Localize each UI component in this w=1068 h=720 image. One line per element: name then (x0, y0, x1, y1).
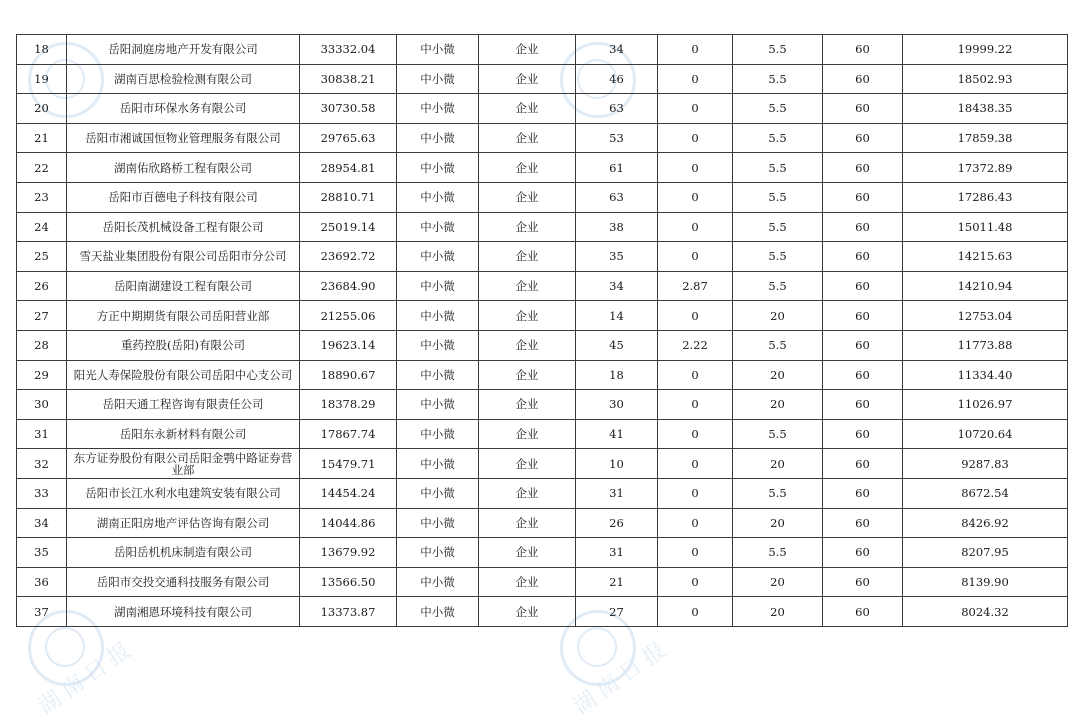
rate-cell: 5.5 (733, 212, 823, 242)
value-a-cell: 0 (658, 301, 733, 331)
row-index-cell: 28 (17, 330, 67, 360)
company-name-cell: 方正中期期货有限公司岳阳营业部 (67, 301, 300, 331)
company-name-cell: 岳阳东永新材料有限公司 (67, 419, 300, 449)
result-amount-cell: 17859.38 (903, 123, 1068, 153)
amount-cell: 13679.92 (300, 538, 397, 568)
entity-type-cell: 企业 (479, 508, 576, 538)
percentage-cell: 60 (823, 242, 903, 272)
employee-count-cell: 41 (576, 419, 658, 449)
entity-type-cell: 企业 (479, 123, 576, 153)
entity-type-cell: 企业 (479, 182, 576, 212)
row-index-cell: 24 (17, 212, 67, 242)
employee-count-cell: 38 (576, 212, 658, 242)
employee-count-cell: 31 (576, 478, 658, 508)
employee-count-cell: 35 (576, 242, 658, 272)
enterprise-scale-cell: 中小微 (397, 330, 479, 360)
value-a-cell: 0 (658, 153, 733, 183)
row-index-cell: 29 (17, 360, 67, 390)
value-a-cell: 0 (658, 478, 733, 508)
value-a-cell: 0 (658, 567, 733, 597)
table-row (17, 301, 1068, 331)
result-amount-cell: 8672.54 (903, 478, 1068, 508)
result-amount-cell: 11334.40 (903, 360, 1068, 390)
data-table (16, 34, 1068, 627)
entity-type-cell: 企业 (479, 330, 576, 360)
company-name-cell: 岳阳南湖建设工程有限公司 (67, 271, 300, 301)
value-a-cell: 0 (658, 390, 733, 420)
table-row (17, 390, 1068, 420)
amount-cell: 17867.74 (300, 419, 397, 449)
entity-type-cell: 企业 (479, 538, 576, 568)
company-name-cell: 岳阳市环保水务有限公司 (67, 94, 300, 124)
enterprise-scale-cell: 中小微 (397, 182, 479, 212)
amount-cell: 15479.71 (300, 449, 397, 479)
employee-count-cell: 63 (576, 94, 658, 124)
company-name-cell: 岳阳岳机机床制造有限公司 (67, 538, 300, 568)
row-index-cell: 26 (17, 271, 67, 301)
watermark-text: 湖南日报 (569, 634, 676, 720)
entity-type-cell: 企业 (479, 390, 576, 420)
row-index-cell: 21 (17, 123, 67, 153)
percentage-cell: 60 (823, 94, 903, 124)
value-a-cell: 0 (658, 538, 733, 568)
employee-count-cell: 18 (576, 360, 658, 390)
amount-cell: 14454.24 (300, 478, 397, 508)
company-name-cell: 重药控股(岳阳)有限公司 (67, 330, 300, 360)
value-a-cell: 2.22 (658, 330, 733, 360)
entity-type-cell: 企业 (479, 212, 576, 242)
rate-cell: 5.5 (733, 271, 823, 301)
row-index-cell: 27 (17, 301, 67, 331)
amount-cell: 29765.63 (300, 123, 397, 153)
enterprise-scale-cell: 中小微 (397, 478, 479, 508)
rate-cell: 5.5 (733, 153, 823, 183)
result-amount-cell: 11026.97 (903, 390, 1068, 420)
row-index-cell: 34 (17, 508, 67, 538)
table-row (17, 182, 1068, 212)
amount-cell: 13566.50 (300, 567, 397, 597)
rate-cell: 20 (733, 567, 823, 597)
percentage-cell: 60 (823, 301, 903, 331)
percentage-cell: 60 (823, 567, 903, 597)
rate-cell: 5.5 (733, 478, 823, 508)
value-a-cell: 0 (658, 419, 733, 449)
table-row (17, 508, 1068, 538)
percentage-cell: 60 (823, 153, 903, 183)
amount-cell: 21255.06 (300, 301, 397, 331)
enterprise-scale-cell: 中小微 (397, 212, 479, 242)
row-index-cell: 35 (17, 538, 67, 568)
rate-cell: 5.5 (733, 182, 823, 212)
employee-count-cell: 53 (576, 123, 658, 153)
enterprise-scale-cell: 中小微 (397, 567, 479, 597)
employee-count-cell: 30 (576, 390, 658, 420)
employee-count-cell: 14 (576, 301, 658, 331)
amount-cell: 25019.14 (300, 212, 397, 242)
table-row (17, 478, 1068, 508)
watermark-text: 湖南日报 (34, 634, 141, 720)
result-amount-cell: 14215.63 (903, 242, 1068, 272)
result-amount-cell: 19999.22 (903, 35, 1068, 65)
row-index-cell: 20 (17, 94, 67, 124)
entity-type-cell: 企业 (479, 271, 576, 301)
employee-count-cell: 31 (576, 538, 658, 568)
amount-cell: 14044.86 (300, 508, 397, 538)
rate-cell: 5.5 (733, 35, 823, 65)
result-amount-cell: 8024.32 (903, 597, 1068, 627)
enterprise-scale-cell: 中小微 (397, 242, 479, 272)
percentage-cell: 60 (823, 123, 903, 153)
percentage-cell: 60 (823, 419, 903, 449)
employee-count-cell: 26 (576, 508, 658, 538)
table-row (17, 567, 1068, 597)
company-name-cell: 岳阳长茂机械设备工程有限公司 (67, 212, 300, 242)
table-row (17, 271, 1068, 301)
entity-type-cell: 企业 (479, 360, 576, 390)
rate-cell: 5.5 (733, 419, 823, 449)
rate-cell: 20 (733, 360, 823, 390)
percentage-cell: 60 (823, 360, 903, 390)
result-amount-cell: 8207.95 (903, 538, 1068, 568)
rate-cell: 5.5 (733, 330, 823, 360)
rate-cell: 5.5 (733, 242, 823, 272)
company-name-cell: 湖南湘恩环境科技有限公司 (67, 597, 300, 627)
enterprise-scale-cell: 中小微 (397, 538, 479, 568)
company-name-cell: 湖南百思检验检测有限公司 (67, 64, 300, 94)
table-row (17, 153, 1068, 183)
value-a-cell: 0 (658, 360, 733, 390)
amount-cell: 33332.04 (300, 35, 397, 65)
enterprise-scale-cell: 中小微 (397, 64, 479, 94)
value-a-cell: 0 (658, 182, 733, 212)
entity-type-cell: 企业 (479, 478, 576, 508)
employee-count-cell: 27 (576, 597, 658, 627)
row-index-cell: 19 (17, 64, 67, 94)
table-body (17, 35, 1068, 627)
value-a-cell: 2.87 (658, 271, 733, 301)
percentage-cell: 60 (823, 271, 903, 301)
table-row (17, 360, 1068, 390)
row-index-cell: 18 (17, 35, 67, 65)
enterprise-scale-cell: 中小微 (397, 271, 479, 301)
enterprise-scale-cell: 中小微 (397, 597, 479, 627)
amount-cell: 28954.81 (300, 153, 397, 183)
employee-count-cell: 34 (576, 271, 658, 301)
rate-cell: 20 (733, 449, 823, 479)
table-row (17, 64, 1068, 94)
value-a-cell: 0 (658, 35, 733, 65)
row-index-cell: 36 (17, 567, 67, 597)
employee-count-cell: 45 (576, 330, 658, 360)
result-amount-cell: 17286.43 (903, 182, 1068, 212)
amount-cell: 13373.87 (300, 597, 397, 627)
table-row (17, 597, 1068, 627)
company-name-cell: 阳光人寿保险股份有限公司岳阳中心支公司 (67, 360, 300, 390)
rate-cell: 5.5 (733, 64, 823, 94)
entity-type-cell: 企业 (479, 242, 576, 272)
row-index-cell: 33 (17, 478, 67, 508)
result-amount-cell: 17372.89 (903, 153, 1068, 183)
row-index-cell: 31 (17, 419, 67, 449)
amount-cell: 23684.90 (300, 271, 397, 301)
rate-cell: 20 (733, 508, 823, 538)
enterprise-scale-cell: 中小微 (397, 301, 479, 331)
percentage-cell: 60 (823, 508, 903, 538)
entity-type-cell: 企业 (479, 597, 576, 627)
company-name-cell: 东方证券股份有限公司岳阳金鹗中路证券营业部 (67, 449, 300, 479)
table-row (17, 330, 1068, 360)
enterprise-scale-cell: 中小微 (397, 419, 479, 449)
employee-count-cell: 63 (576, 182, 658, 212)
company-name-cell: 岳阳市湘诚国恒物业管理服务有限公司 (67, 123, 300, 153)
employee-count-cell: 61 (576, 153, 658, 183)
table-row (17, 449, 1068, 479)
enterprise-scale-cell: 中小微 (397, 390, 479, 420)
entity-type-cell: 企业 (479, 64, 576, 94)
employee-count-cell: 46 (576, 64, 658, 94)
value-a-cell: 0 (658, 123, 733, 153)
employee-count-cell: 34 (576, 35, 658, 65)
value-a-cell: 0 (658, 508, 733, 538)
rate-cell: 5.5 (733, 94, 823, 124)
rate-cell: 5.5 (733, 538, 823, 568)
employee-count-cell: 21 (576, 567, 658, 597)
amount-cell: 30838.21 (300, 64, 397, 94)
table-row (17, 419, 1068, 449)
result-amount-cell: 14210.94 (903, 271, 1068, 301)
percentage-cell: 60 (823, 330, 903, 360)
company-name-cell: 岳阳市长江水利水电建筑安装有限公司 (67, 478, 300, 508)
result-amount-cell: 11773.88 (903, 330, 1068, 360)
table-row (17, 123, 1068, 153)
rate-cell: 20 (733, 301, 823, 331)
table-row (17, 212, 1068, 242)
amount-cell: 18378.29 (300, 390, 397, 420)
percentage-cell: 60 (823, 390, 903, 420)
percentage-cell: 60 (823, 538, 903, 568)
value-a-cell: 0 (658, 212, 733, 242)
amount-cell: 28810.71 (300, 182, 397, 212)
value-a-cell: 0 (658, 94, 733, 124)
rate-cell: 5.5 (733, 123, 823, 153)
enterprise-scale-cell: 中小微 (397, 35, 479, 65)
entity-type-cell: 企业 (479, 449, 576, 479)
enterprise-scale-cell: 中小微 (397, 123, 479, 153)
company-name-cell: 湖南正阳房地产评估咨询有限公司 (67, 508, 300, 538)
enterprise-scale-cell: 中小微 (397, 508, 479, 538)
company-name-cell: 岳阳市交投交通科技服务有限公司 (67, 567, 300, 597)
company-name-cell: 雪天盐业集团股份有限公司岳阳市分公司 (67, 242, 300, 272)
table-row (17, 94, 1068, 124)
percentage-cell: 60 (823, 35, 903, 65)
entity-type-cell: 企业 (479, 94, 576, 124)
amount-cell: 30730.58 (300, 94, 397, 124)
company-name-cell: 岳阳市百德电子科技有限公司 (67, 182, 300, 212)
table-row (17, 35, 1068, 65)
row-index-cell: 25 (17, 242, 67, 272)
enterprise-scale-cell: 中小微 (397, 360, 479, 390)
entity-type-cell: 企业 (479, 153, 576, 183)
value-a-cell: 0 (658, 64, 733, 94)
row-index-cell: 32 (17, 449, 67, 479)
employee-count-cell: 10 (576, 449, 658, 479)
entity-type-cell: 企业 (479, 567, 576, 597)
entity-type-cell: 企业 (479, 35, 576, 65)
row-index-cell: 22 (17, 153, 67, 183)
percentage-cell: 60 (823, 212, 903, 242)
company-name-cell: 湖南佑欣路桥工程有限公司 (67, 153, 300, 183)
row-index-cell: 37 (17, 597, 67, 627)
value-a-cell: 0 (658, 449, 733, 479)
percentage-cell: 60 (823, 597, 903, 627)
entity-type-cell: 企业 (479, 419, 576, 449)
rate-cell: 20 (733, 390, 823, 420)
row-index-cell: 23 (17, 182, 67, 212)
result-amount-cell: 12753.04 (903, 301, 1068, 331)
result-amount-cell: 8139.90 (903, 567, 1068, 597)
company-name-cell: 岳阳洞庭房地产开发有限公司 (67, 35, 300, 65)
enterprise-scale-cell: 中小微 (397, 153, 479, 183)
percentage-cell: 60 (823, 182, 903, 212)
enterprise-scale-cell: 中小微 (397, 449, 479, 479)
result-amount-cell: 10720.64 (903, 419, 1068, 449)
enterprise-scale-cell: 中小微 (397, 94, 479, 124)
result-amount-cell: 18438.35 (903, 94, 1068, 124)
company-name-cell: 岳阳天通工程咨询有限责任公司 (67, 390, 300, 420)
row-index-cell: 30 (17, 390, 67, 420)
entity-type-cell: 企业 (479, 301, 576, 331)
value-a-cell: 0 (658, 242, 733, 272)
percentage-cell: 60 (823, 449, 903, 479)
amount-cell: 19623.14 (300, 330, 397, 360)
percentage-cell: 60 (823, 64, 903, 94)
result-amount-cell: 8426.92 (903, 508, 1068, 538)
rate-cell: 20 (733, 597, 823, 627)
result-amount-cell: 15011.48 (903, 212, 1068, 242)
value-a-cell: 0 (658, 597, 733, 627)
result-amount-cell: 18502.93 (903, 64, 1068, 94)
amount-cell: 23692.72 (300, 242, 397, 272)
percentage-cell: 60 (823, 478, 903, 508)
result-amount-cell: 9287.83 (903, 449, 1068, 479)
table-row (17, 538, 1068, 568)
amount-cell: 18890.67 (300, 360, 397, 390)
table-row (17, 242, 1068, 272)
